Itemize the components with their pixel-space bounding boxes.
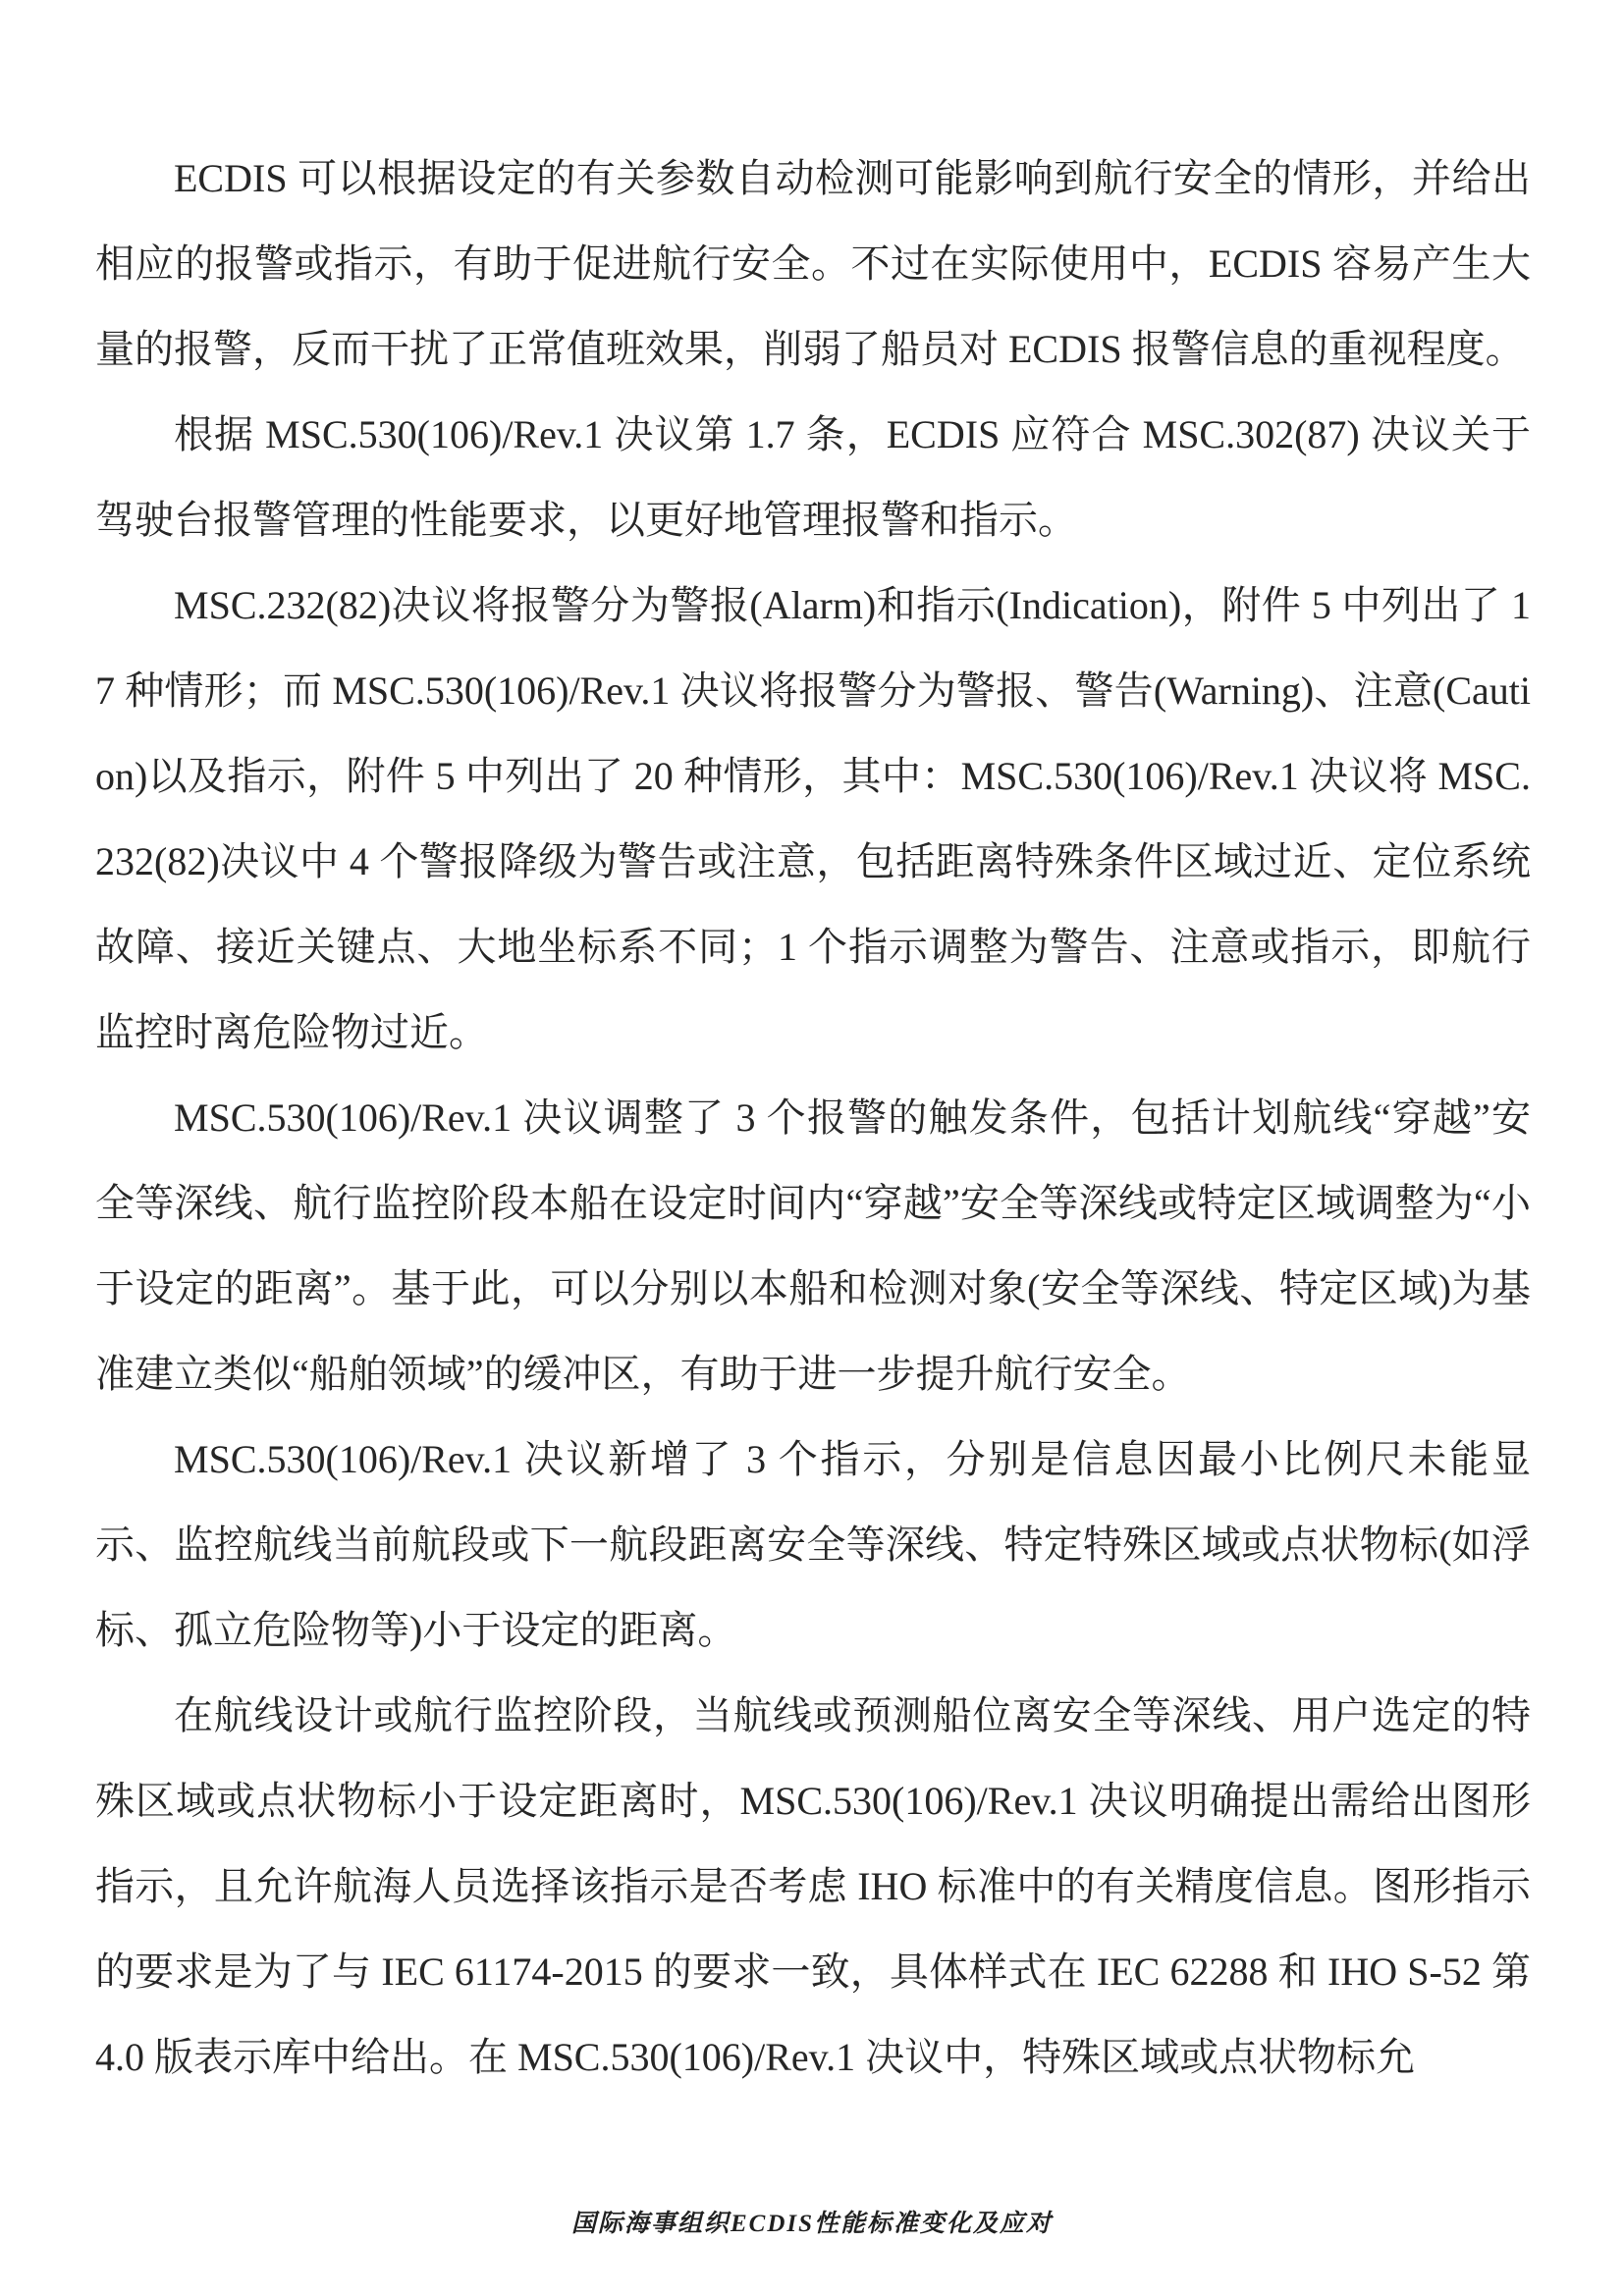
- paragraph-msc530-rule17: 根据 MSC.530(106)/Rev.1 决议第 1.7 条，ECDIS 应符合 MSC.302(87) 决议关于驾驶台报警管理的性能要求，以更好地管理报警和指示。: [95, 412, 1531, 542]
- paragraph-alarm-categories: MSC.232(82)决议将报警分为警报(Alarm)和指示(Indication)，附件 5 中列出了 17 种情形；而 MSC.530(106)/Rev.1 决议将报警分为警报、警告(Warning)、注意(Caution)以及指示，附件 5 中列出了 20 种情形，其中：MSC.530(106)/Rev.1 决议将 MSC.232(82)决议中 4 个警报降级为警告或注意，包括距离特殊条件区域过近、定位系统故障、接近关键点、大地坐标系不同；1 个指示调整为警告、注意或指示，即航行监控时离危险物过近。: [95, 583, 1531, 1054]
- document-body: [95, 135, 1531, 2100]
- page-footer-title: 国际海事组织ECDIS性能标准变化及应对: [570, 2211, 1054, 2237]
- paragraph-graphical-indication: 在航线设计或航行监控阶段，当航线或预测船位离安全等深线、用户选定的特殊区域或点状物标小于设定距离时，MSC.530(106)/Rev.1 决议明确提出需给出图形指示，且允许航海人员选择该指示是否考虑 IHO 标准中的有关精度信息。图形指示的要求是为了与 IEC 61174-2015 的要求一致，具体样式在 IEC 62288 和 IHO S-52 第 4.0 版表示库中给出。在 MSC.530(106)/Rev.1 决议中，特殊区域或点状物标允: [95, 1693, 1531, 2079]
- paragraph-trigger-conditions: MSC.530(106)/Rev.1 决议调整了 3 个报警的触发条件，包括计划航线“穿越”安全等深线、航行监控阶段本船在设定时间内“穿越”安全等深线或特定区域调整为“小于设定的距离”。基于此，可以分别以本船和检测对象(安全等深线、特定区域)为基准建立类似“船舶领域”的缓冲区，有助于进一步提升航行安全。: [95, 1095, 1531, 1396]
- paragraph-new-indications: MSC.530(106)/Rev.1 决议新增了 3 个指示，分别是信息因最小比例尺未能显示、监控航线当前航段或下一航段距离安全等深线、特定特殊区域或点状物标(如浮标、孤立危险物等)小于设定的距离。: [95, 1437, 1531, 1652]
- paragraph-ecdis-intro: ECDIS 可以根据设定的有关参数自动检测可能影响到航行安全的情形，并给出相应的报警或指示，有助于促进航行安全。不过在实际使用中，ECDIS 容易产生大量的报警，反而干扰了正常值班效果，削弱了船员对 ECDIS 报警信息的重视程度。: [95, 156, 1531, 371]
